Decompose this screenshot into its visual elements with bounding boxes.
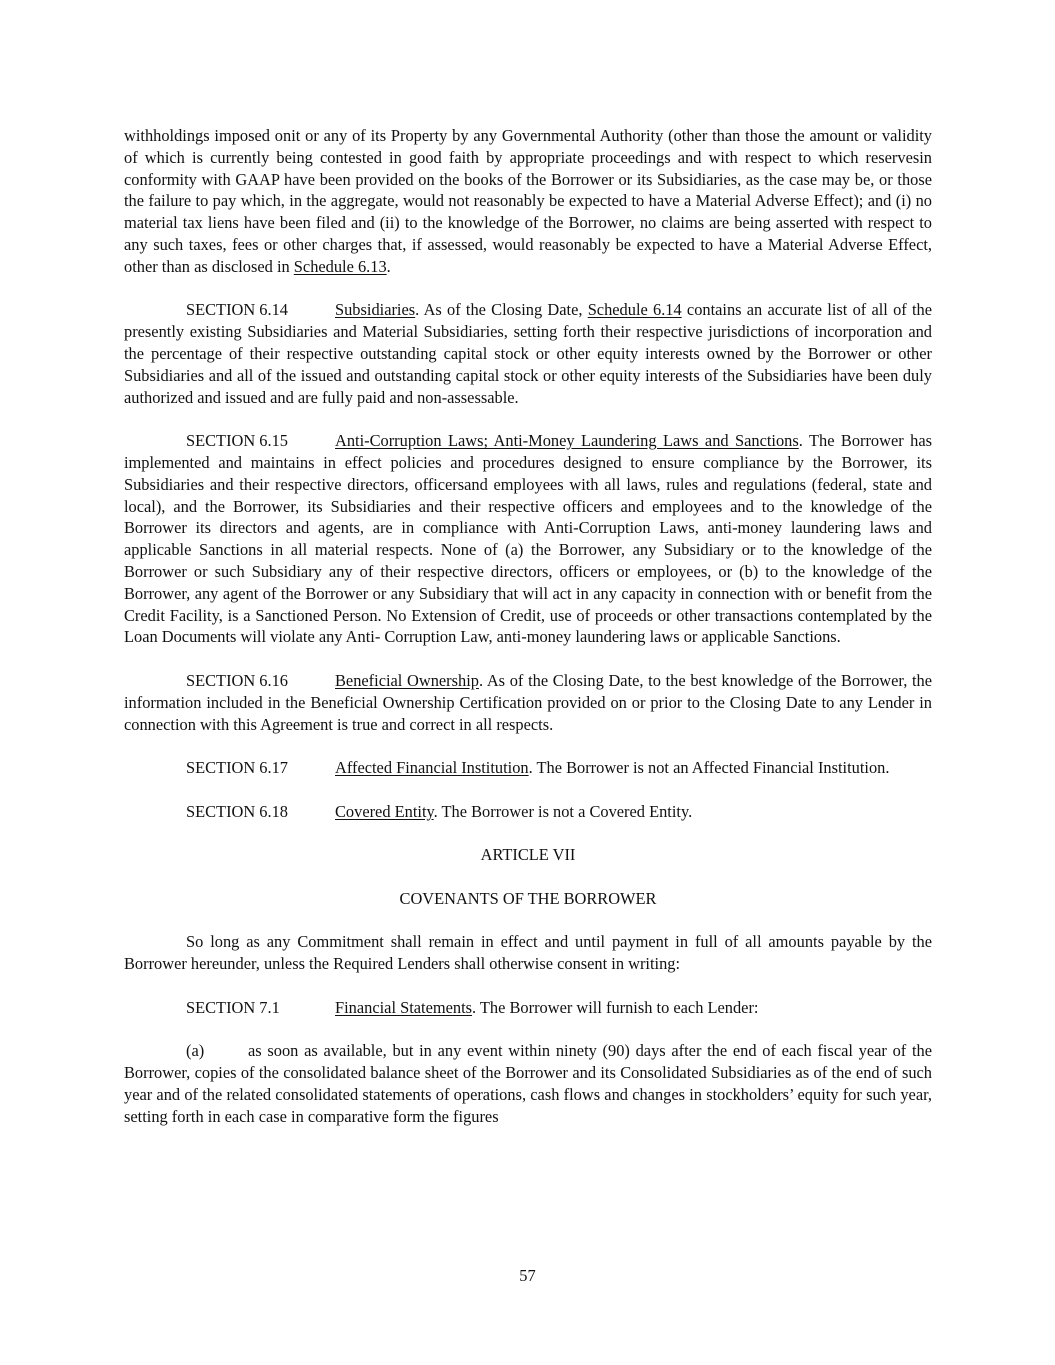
page-number: 57 (519, 1266, 536, 1285)
section-body: . The Borrower has implemented and maintains in effect policies and procedures designed to ensure compliance by the Borrower, its Subsidiaries and their respective directors, officersand employees with all laws, rules and regulations (federal, state and local), and the Borrower, its Subsidiaries and their respective officers and employees and to the knowledge of the Borrower its directors and agents, are in compliance with Anti-Corruption Laws, anti-money laundering laws and applicable Sanctions in all material respects. None of (a) the Borrower, any Subsidiary or to the knowledge of the Borrower or such Subsidiary any of their respective directors, officers or employees, or (b) to the knowledge of the Borrower, any agent of the Borrower or any Subsidiary that will act in any capacity in connection with or benefit from the Credit Facility, is a Sanctioned Person. No Extension of Credit, use of proceeds or other transactions contemplated by the Loan Documents will violate any Anti- Corruption Law, anti-money laundering laws or applicable Sanctions. (124, 431, 932, 647)
section-number: SECTION 6.15 (186, 431, 288, 451)
document-page (124, 125, 932, 1149)
section-number: SECTION 6.17 (186, 758, 288, 778)
section-title: Anti-Corruption Laws; Anti-Money Laundering Laws and Sanctions (335, 431, 799, 451)
paragraph-text: withholdings imposed onit or any of its Property by any Governmental Authority (other than those the amount or validity of which is currently being contested in good faith by appropriate proceedings and with respect to which reservesin conformity with GAAP have been provided on the books of the Borrower or its Subsidiaries, as the case may be, or those the failure to pay which, in the aggregate, would not reasonably be expected to have a Material Adverse Effect); and (i) no material tax liens have been filed and (ii) to the knowledge of the Borrower, no claims are being asserted with respect to any such taxes, fees or other charges that, if assessed, would reasonably be expected to have a Material Adverse Effect, other than as disclosed in (124, 126, 932, 276)
section-number: SECTION 6.16 (186, 670, 288, 690)
section-body: . As of the Closing Date, to the best knowledge of the Borrower, the information included in the Beneficial Ownership Certification provided on or prior to the Closing Date to any Lender in connection with this Agreement is true and correct in all respects. (124, 670, 933, 734)
section-6-15 (124, 430, 932, 648)
section-6-17 (124, 757, 932, 779)
section-body: . The Borrower is not a Covered Entity. (433, 801, 693, 821)
schedule-6-13-reference: Schedule 6.13 (293, 256, 387, 276)
section-title: Beneficial Ownership (335, 670, 479, 690)
section-body: . The Borrower will furnish to each Lender: (472, 997, 759, 1017)
section-title: Financial Statements (335, 997, 473, 1017)
section-number: SECTION 6.18 (186, 801, 288, 821)
schedule-6-14-reference: Schedule 6.14 (587, 300, 682, 320)
item-a (124, 1040, 932, 1127)
item-body: as soon as available, but in any event within ninety (90) days after the end of each fiscal year of the Borrower, copies of the consolidated balance sheet of the Borrower and its Consolidated Subsidiaries as of the end of such year and of the related consolidated statements of operations, cash flows and changes in stockholders’ equity for such year, setting forth in each case in comparative form the figures (124, 1041, 932, 1126)
section-number: SECTION 6.14 (186, 300, 288, 320)
section-6-16 (124, 670, 932, 735)
section-7-1 (124, 997, 932, 1019)
item-label: (a) (186, 1041, 205, 1061)
section-number: SECTION 7.1 (186, 997, 280, 1017)
article-intro: So long as any Commitment shall remain in effect and until payment in full of all amounts payable by the Borrower hereunder, unless the Required Lenders shall otherwise consent in writing: (124, 932, 932, 974)
article-heading: ARTICLE VII (480, 845, 576, 865)
section-title: Covered Entity (335, 801, 434, 821)
section-body: . The Borrower is not an Affected Financial Institution. (528, 758, 890, 778)
section-title: Affected Financial Institution (335, 758, 529, 778)
section-title: Subsidiaries (335, 300, 416, 320)
section-6-14: SECTION 6.14 Subsidiaries. As of the Closing Date, Schedule 6.14 contains an accurate list of all of the presently existing Subsidiaries and Material Subsidiaries, setting forth their respective jurisdictions of incorporation and the percentage of their respective outstanding capital stock or other equity interests owned by the Borrower or other Subsidiaries and all of the issued and outstanding capital stock or other equity interests of the Subsidiaries have been duly authorized and issued and are fully paid and non-assessable. (124, 300, 932, 407)
article-title: COVENANTS OF THE BORROWER (399, 888, 657, 908)
section-6-18 (124, 801, 932, 823)
paragraph-6-13-continuation: withholdings imposed onit or any of its Property by any Governmental Authority (other than those the amount or validity of which is currently being contested in good faith by appropriate proceedings and with respect to which reservesin conformity with GAAP have been provided on the books of the Borrower or its Subsidiaries, as the case may be, or those the failure to pay which, in the aggregate, would not reasonably be expected to have a Material Adverse Effect); and (i) no material tax liens have been filed and (ii) to the knowledge of the Borrower, no claims are being asserted with respect to any such taxes, fees or other charges that, if assessed, would reasonably be expected to have a Material Adverse Effect, other than as disclosed in Schedule 6.13. (124, 126, 932, 276)
